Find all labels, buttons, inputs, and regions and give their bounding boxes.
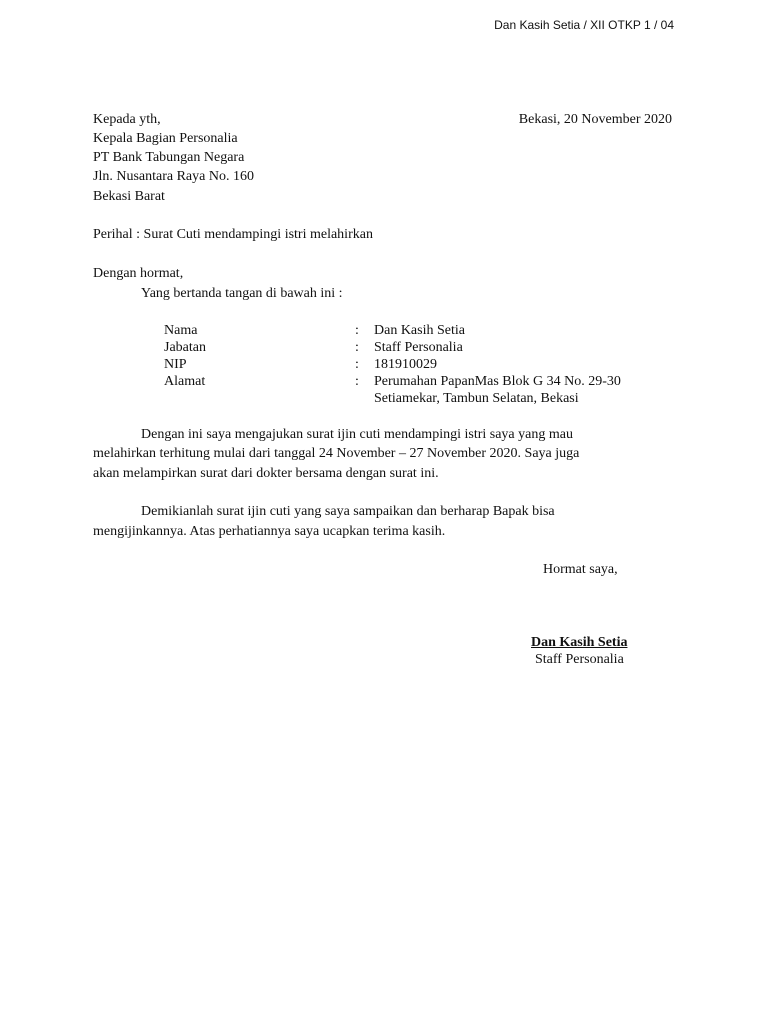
detail-separator: :: [355, 374, 359, 389]
subject-line: Perihal : Surat Cuti mendampingi istri melahirkan: [93, 227, 373, 242]
paragraph-line: mengijinkannya. Atas perhatiannya saya ucapkan terima kasih.: [93, 524, 446, 539]
detail-label: Nama: [164, 323, 198, 338]
detail-separator: :: [355, 323, 359, 338]
detail-value: 181910029: [374, 357, 437, 372]
paragraph-line: Demikianlah surat ijin cuti yang saya sampaikan dan berharap Bapak bisa: [141, 504, 555, 519]
recipient-line: Jln. Nusantara Raya No. 160: [93, 169, 254, 184]
detail-value-continued: Setiamekar, Tambun Selatan, Bekasi: [374, 391, 579, 406]
detail-separator: :: [355, 340, 359, 355]
closing-greeting: Hormat saya,: [543, 562, 618, 577]
paragraph-line: akan melampirkan surat dari dokter bersama dengan surat ini.: [93, 466, 439, 481]
intro-line: Yang bertanda tangan di bawah ini :: [141, 286, 343, 301]
recipient-line: PT Bank Tabungan Negara: [93, 150, 245, 165]
detail-value: Dan Kasih Setia: [374, 323, 465, 338]
detail-value: Staff Personalia: [374, 340, 463, 355]
place-date: Bekasi, 20 November 2020: [518, 112, 672, 127]
detail-label: NIP: [164, 357, 187, 372]
signature-title: Staff Personalia: [535, 652, 624, 667]
recipient-line: Kepala Bagian Personalia: [93, 131, 238, 146]
detail-label: Alamat: [164, 374, 206, 389]
salutation: Dengan hormat,: [93, 266, 184, 281]
paragraph-line: Dengan ini saya mengajukan surat ijin cuti mendampingi istri saya yang mau: [141, 427, 573, 442]
signature-name: Dan Kasih Setia: [531, 635, 628, 650]
header-note: Dan Kasih Setia / XII OTKP 1 / 04: [494, 18, 674, 32]
recipient-line: Bekasi Barat: [93, 189, 165, 204]
detail-separator: :: [355, 357, 359, 372]
paragraph-line: melahirkan terhitung mulai dari tanggal 24 November – 27 November 2020. Saya juga: [93, 446, 580, 461]
recipient-line: Kepada yth,: [93, 112, 161, 127]
detail-value: Perumahan PapanMas Blok G 34 No. 29-30: [374, 374, 621, 389]
detail-label: Jabatan: [164, 340, 206, 355]
